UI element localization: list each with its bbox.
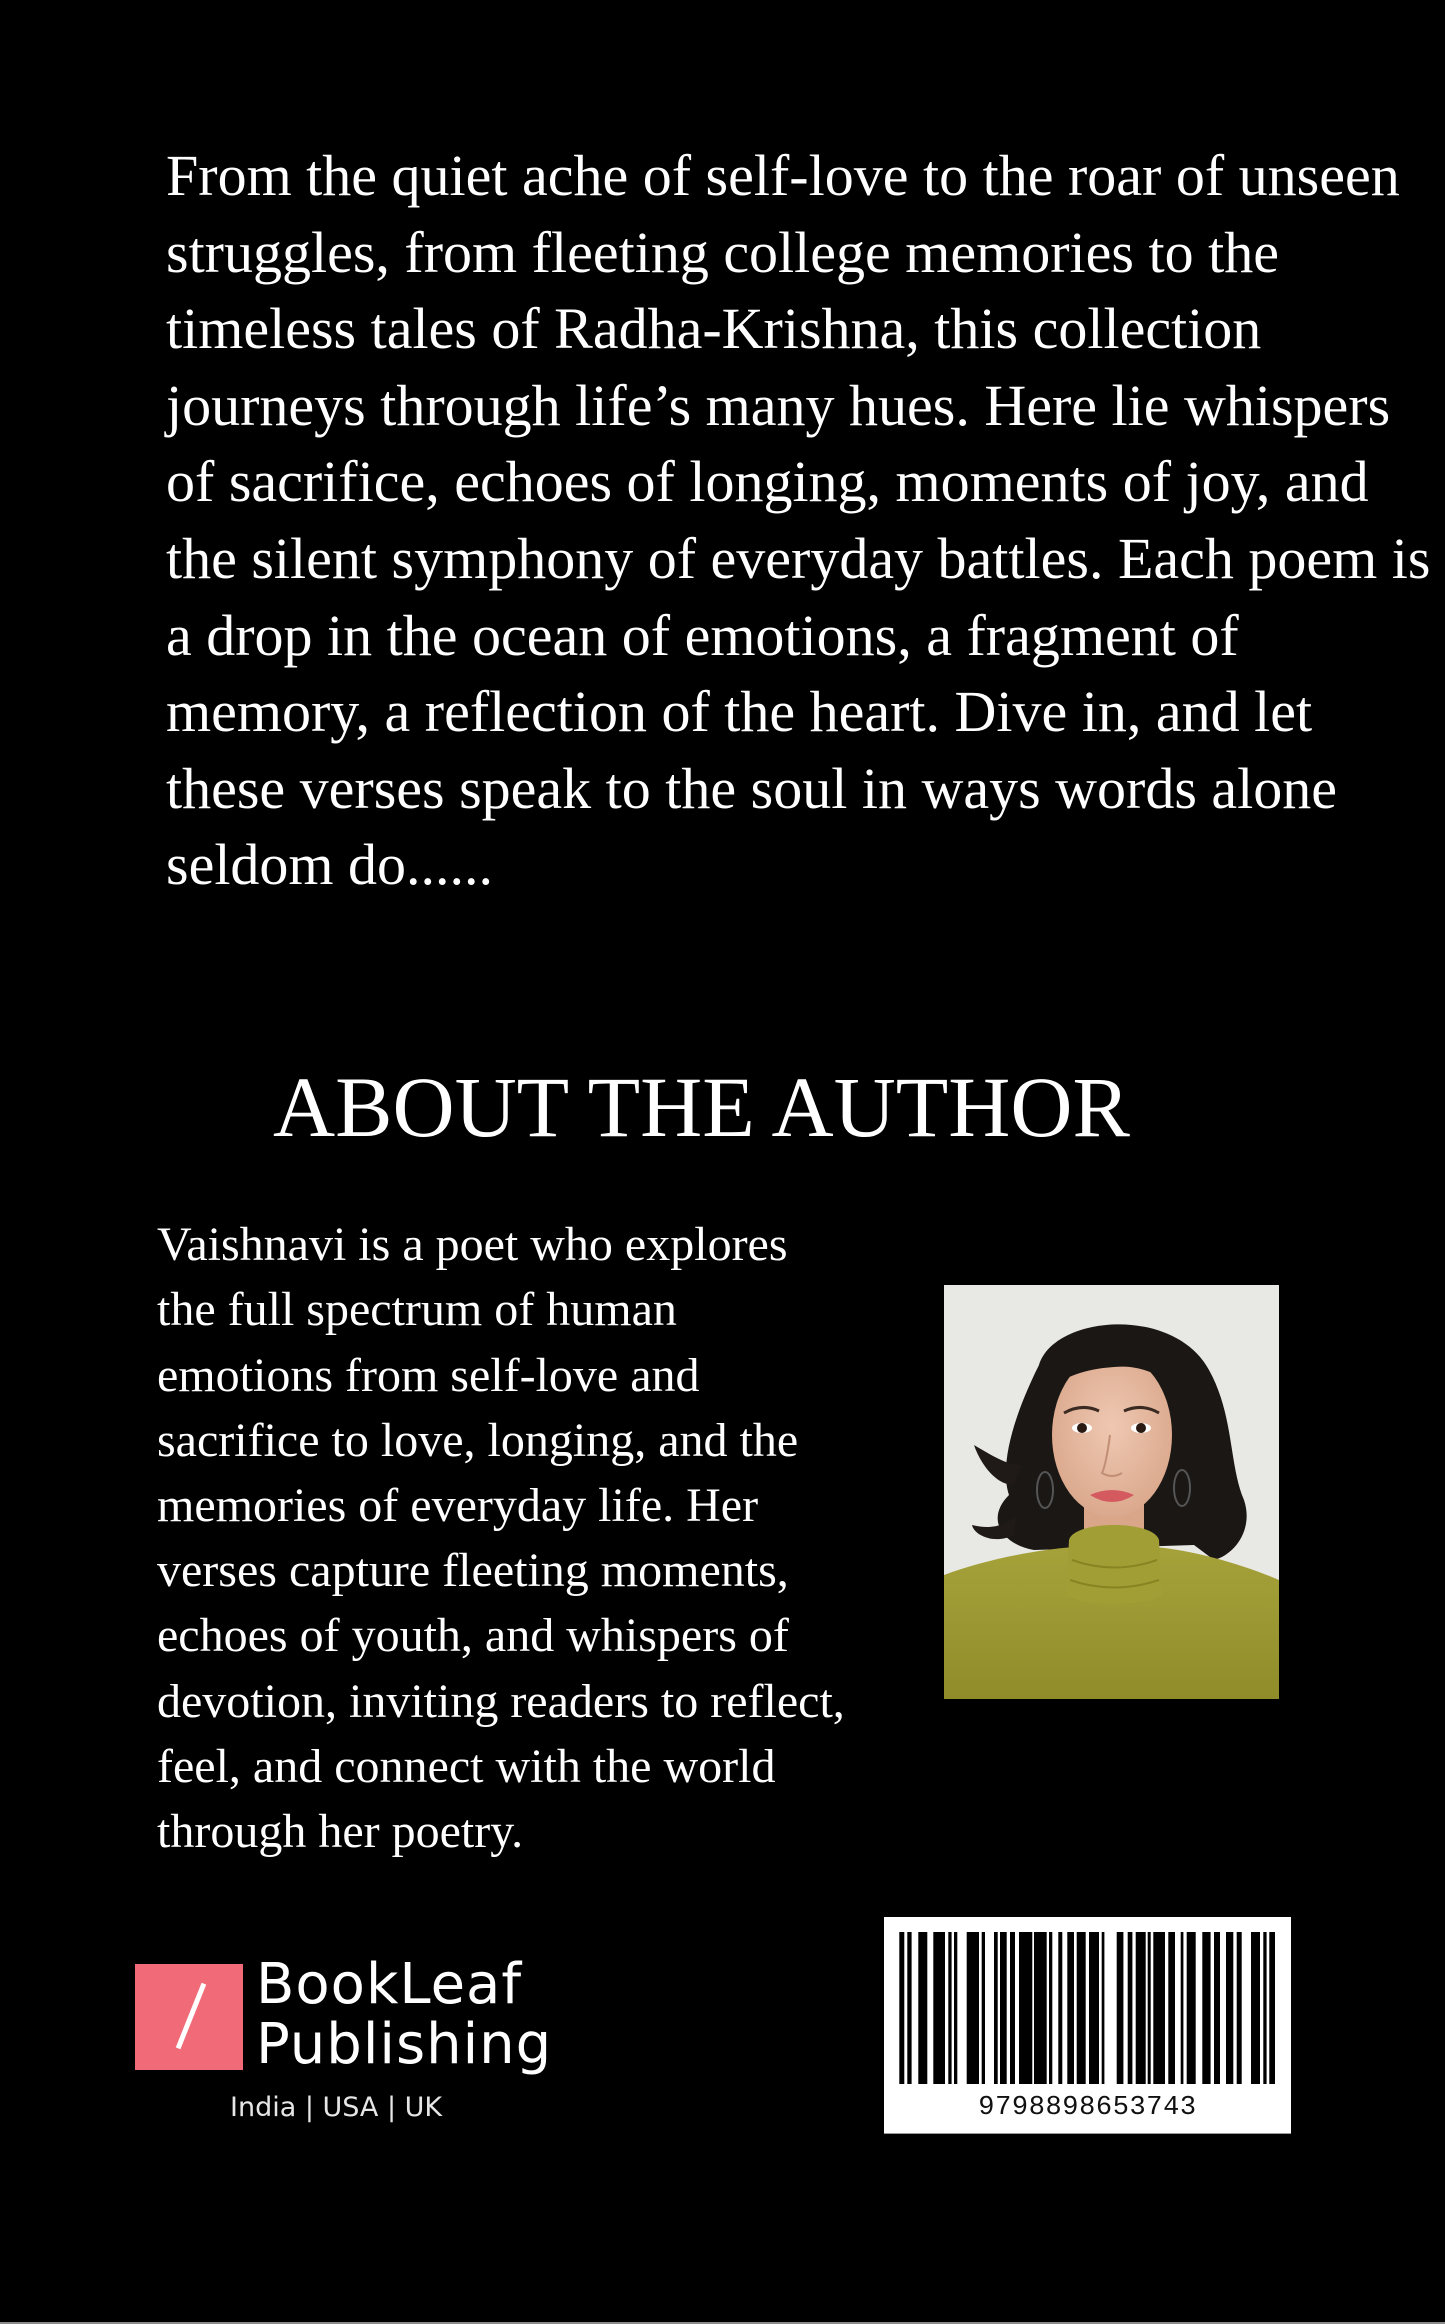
- bio-line: Vaishnavi is a poet who explores: [157, 1218, 788, 1271]
- blurb-line: journeys through life’s many hues. Here lie whispers: [166, 373, 1391, 438]
- author-portrait-icon: [944, 1285, 1279, 1699]
- blurb-line: seldom do......: [166, 832, 494, 897]
- blurb-line: of sacrifice, echoes of longing, moments of joy, and: [166, 449, 1369, 514]
- blurb-line: a drop in the ocean of emotions, a fragment of: [166, 603, 1239, 668]
- slash-icon: [135, 1964, 243, 2070]
- publisher-regions: India | USA | UK: [230, 2092, 443, 2123]
- blurb-line: timeless tales of Radha-Krishna, this collection: [166, 296, 1262, 361]
- blurb-line: the silent symphony of everyday battles. Each poem is: [166, 526, 1431, 591]
- isbn-barcode: [884, 1917, 1291, 2133]
- isbn-number: 9798898653743: [978, 2093, 1197, 2123]
- publisher-name-line2: Publishing: [256, 2012, 553, 2077]
- blurb-line: memory, a reflection of the heart. Dive in, and let: [166, 679, 1313, 744]
- bio-line: devotion, inviting readers to reflect,: [157, 1675, 845, 1728]
- bio-line: sacrifice to love, longing, and the: [157, 1414, 799, 1467]
- blurb-line: struggles, from fleeting college memories to the: [166, 220, 1279, 285]
- bio-line: verses capture fleeting moments,: [157, 1544, 789, 1597]
- blurb-line: these verses speak to the soul in ways words alone: [166, 756, 1338, 821]
- bio-line: the full spectrum of human: [157, 1283, 677, 1336]
- bio-line: through her poetry.: [157, 1805, 524, 1858]
- publisher-name-line1: BookLeaf: [256, 1952, 523, 2017]
- publisher-logo-mark: [135, 1964, 243, 2070]
- bio-line: echoes of youth, and whispers of: [157, 1609, 789, 1662]
- bio-line: memories of everyday life. Her: [157, 1479, 759, 1532]
- blurb-line: From the quiet ache of self-love to the roar of unseen: [166, 143, 1400, 208]
- bio-line: emotions from self-love and: [157, 1349, 700, 1402]
- bio-line: feel, and connect with the world: [157, 1740, 776, 1793]
- about-author-heading: ABOUT THE AUTHOR: [273, 1059, 1130, 1155]
- author-photo: [944, 1285, 1279, 1699]
